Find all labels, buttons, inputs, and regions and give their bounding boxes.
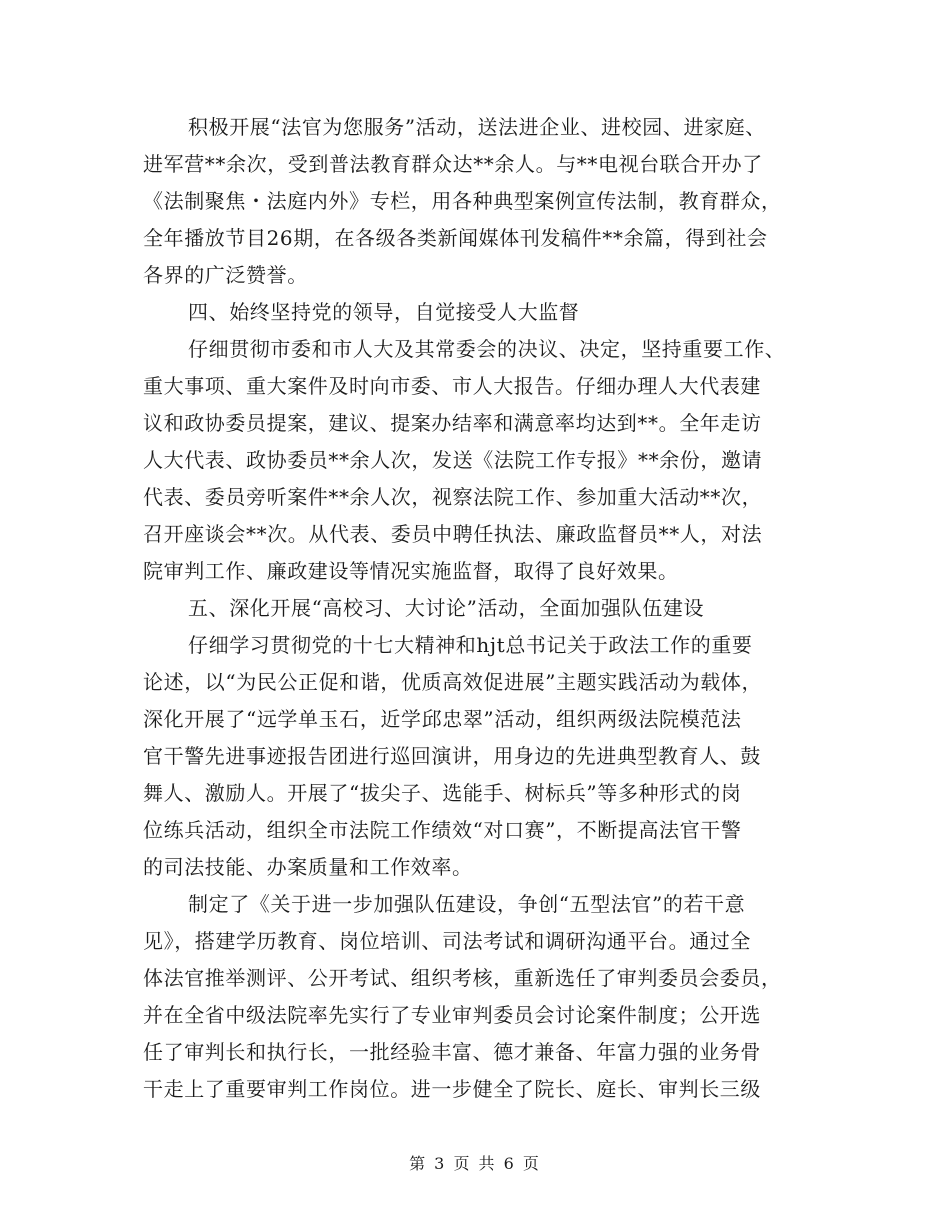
text-line: 干走上了重要审判工作岗位。进一步健全了院长、庭长、审判长三级	[143, 1077, 761, 1101]
text-line: 体法官推举测评、公开考试、组织考核，重新选任了审判委员会委员，	[143, 966, 782, 990]
text-line: 官干警先进事迹报告团进行巡回演讲，用身边的先进典型教育人、鼓	[143, 744, 761, 768]
text-line: 全年播放节目26期，在各级各类新闻媒体刊发稿件**余篇，得到社会	[143, 226, 768, 250]
text-line: 制定了《关于进一步加强队伍建设，争创“五型法官”的若干意	[188, 892, 746, 916]
text-line: 院审判工作、廉政建设等情况实施监督，取得了良好效果。	[143, 559, 679, 583]
text-line: 《法制聚焦・法庭内外》专栏，用各种典型案例宣传法制，教育群众，	[143, 189, 782, 213]
text-line: 论述，以“为民公正促和谐，优质高效促进展”主题实践活动为载体，	[143, 670, 763, 694]
text-line: 议和政协委员提案，建议、提案办结率和满意率均达到**。全年走访	[143, 411, 762, 435]
text-line: 重大事项、重大案件及时向市委、市人大报告。仔细办理人大代表建	[143, 374, 761, 398]
text-line: 各界的广泛赞誉。	[143, 263, 308, 287]
text-line: 并在全省中级法院率先实行了专业审判委员会讨论案件制度；公开选	[143, 1003, 761, 1027]
section-heading: 五、深化开展“高校习、大讨论”活动，全面加强队伍建设	[188, 596, 705, 620]
text-line: 任了审判长和执行长，一批经验丰富、德才兼备、年富力强的业务骨	[143, 1040, 761, 1064]
text-line: 见》，搭建学历教育、岗位培训、司法考试和调研沟通平台。通过全	[143, 929, 751, 953]
text-line: 的司法技能、办案质量和工作效率。	[143, 855, 473, 879]
text-line: 召开座谈会**次。从代表、委员中聘任执法、廉政监督员**人，对法	[143, 522, 763, 546]
text-line: 人大代表、政协委员**余人次，发送《法院工作专报》**余份，邀请	[143, 448, 763, 472]
text-line: 舞人、激励人。开展了“拔尖子、选能手、树标兵”等多种形式的岗	[143, 781, 742, 805]
page-number-footer: 第 3 页 共 6 页	[409, 1154, 541, 1173]
text-line: 代表、委员旁听案件**余人次，视察法院工作、参加重大活动**次，	[143, 485, 763, 509]
section-heading: 四、始终坚持党的领导，自觉接受人大监督	[188, 300, 580, 324]
text-line: 深化开展了“远学单玉石，近学邱忠翠”活动，组织两级法院模范法	[143, 707, 742, 731]
text-line: 位练兵活动，组织全市法院工作绩效“对口赛”，不断提高法官干警	[143, 818, 742, 842]
text-line: 仔细学习贯彻党的十七大精神和hjt总书记关于政法工作的重要	[188, 633, 753, 657]
text-line: 仔细贯彻市委和市人大及其常委会的决议、决定，坚持重要工作、	[188, 337, 786, 361]
text-line: 进军营**余次，受到普法教育群众达**余人。与**电视台联合开办了	[143, 152, 763, 176]
text-line: 积极开展“法官为您服务”活动，送法进企业、进校园、进家庭、	[188, 115, 766, 139]
